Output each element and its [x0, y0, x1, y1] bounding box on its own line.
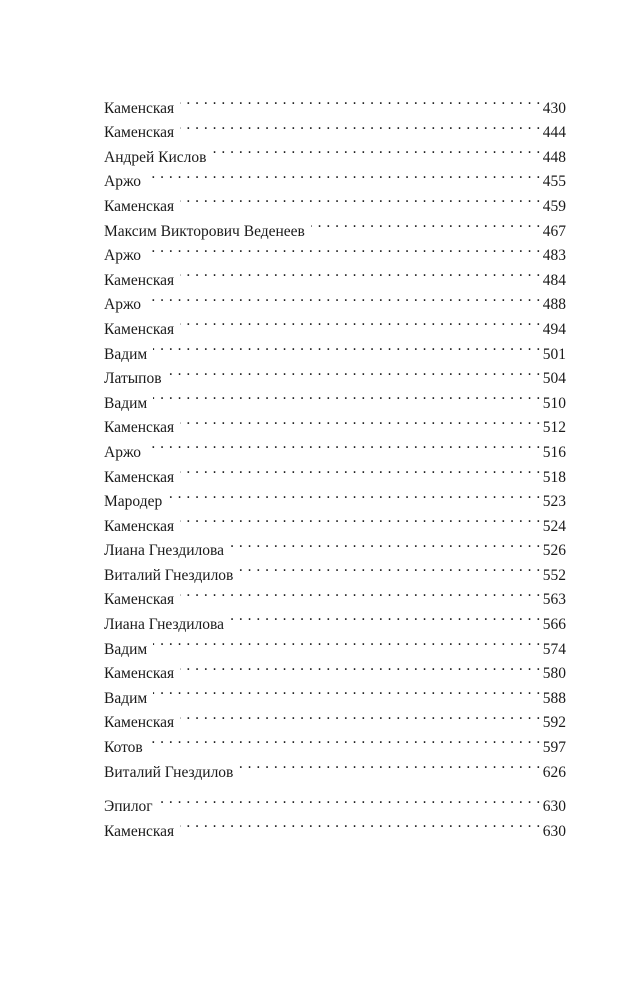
dot-leader	[168, 482, 541, 507]
dot-leader	[180, 88, 541, 113]
toc-entry-title: Каменская	[104, 197, 175, 215]
toc-entry[interactable]	[104, 260, 566, 289]
toc-entry-title: Котов	[104, 739, 143, 757]
toc-entry-page: 467	[542, 222, 566, 240]
toc-entry-page: 626	[542, 763, 566, 781]
dot-leader	[153, 629, 541, 654]
toc-entry-title: Лиана Гнездилова	[104, 616, 224, 634]
toc-entry-title: Каменская	[104, 124, 175, 142]
toc-entry-page: 494	[542, 320, 566, 338]
toc-entry-title: Аржо	[104, 296, 142, 314]
toc-entry[interactable]	[104, 457, 566, 486]
toc-entry-title: Каменская	[104, 822, 175, 840]
toc-entry[interactable]	[104, 334, 566, 363]
dot-leader	[153, 334, 541, 359]
toc-entry-page: 455	[542, 173, 566, 191]
toc-entry-page: 630	[542, 822, 566, 840]
toc-entry-title: Вадим	[104, 689, 148, 707]
toc-entry[interactable]	[104, 383, 566, 412]
toc-entry-title: Каменская	[104, 320, 175, 338]
dot-leader	[147, 162, 541, 187]
dot-leader	[180, 811, 541, 836]
toc-entry[interactable]	[104, 408, 566, 437]
toc-entry-page: 512	[542, 419, 566, 437]
toc-entry-page: 524	[542, 517, 566, 535]
toc-entry[interactable]	[104, 162, 566, 191]
dot-leader	[180, 703, 541, 728]
toc-entry-title: Виталий Гнездилов	[104, 763, 234, 781]
toc-entry-page: 484	[542, 271, 566, 289]
toc-entry[interactable]	[104, 506, 566, 535]
dot-leader	[230, 604, 541, 629]
toc-entry-title: Виталий Гнездилов	[104, 566, 234, 584]
dot-leader	[147, 236, 541, 261]
toc-entry-page: 588	[542, 689, 566, 707]
dot-leader	[180, 260, 541, 285]
toc-entry-title: Каменская	[104, 419, 175, 437]
toc-entry-page: 592	[542, 714, 566, 732]
dot-leader	[149, 727, 541, 752]
toc-entry-page: 501	[542, 345, 566, 363]
toc-entry-page: 518	[542, 468, 566, 486]
toc-entry[interactable]	[104, 678, 566, 707]
toc-entry[interactable]	[104, 236, 566, 265]
dot-leader	[153, 678, 541, 703]
dot-leader	[180, 654, 541, 679]
toc-entry[interactable]	[104, 482, 566, 511]
toc-entry-page: 516	[542, 443, 566, 461]
toc-entry-title: Вадим	[104, 394, 148, 412]
table-of-contents	[104, 88, 566, 840]
toc-entry[interactable]	[104, 703, 566, 732]
toc-entry-page: 580	[542, 665, 566, 683]
toc-entry-page: 510	[542, 394, 566, 412]
toc-entry-page: 430	[542, 99, 566, 117]
dot-leader	[239, 555, 540, 580]
toc-entry-page: 444	[542, 124, 566, 142]
toc-entry-title: Каменская	[104, 591, 175, 609]
toc-entry-title: Мародер	[104, 493, 163, 511]
toc-entry[interactable]	[104, 811, 566, 840]
dot-leader	[168, 359, 541, 384]
toc-entry-page: 504	[542, 370, 566, 388]
toc-entry[interactable]	[104, 629, 566, 658]
dot-leader	[147, 432, 541, 457]
dot-leader	[180, 457, 541, 482]
toc-entry[interactable]	[104, 186, 566, 215]
toc-entry[interactable]	[104, 432, 566, 461]
dot-leader	[180, 113, 541, 138]
toc-entry-page: 523	[542, 493, 566, 511]
dot-leader	[180, 580, 541, 605]
toc-entry[interactable]	[104, 285, 566, 314]
dot-leader	[213, 137, 541, 162]
toc-entry-title: Каменская	[104, 468, 175, 486]
dot-leader	[153, 383, 541, 408]
toc-entry-title: Вадим	[104, 345, 148, 363]
dot-leader	[230, 531, 541, 556]
toc-entry-page: 448	[542, 148, 566, 166]
toc-entry-page: 597	[542, 739, 566, 757]
toc-entry-title: Вадим	[104, 640, 148, 658]
toc-entry-title: Аржо	[104, 173, 142, 191]
dot-leader	[180, 186, 541, 211]
toc-entry-page: 459	[542, 197, 566, 215]
dot-leader	[180, 506, 541, 531]
toc-entry-title: Лиана Гнездилова	[104, 542, 224, 560]
toc-entry-title: Каменская	[104, 99, 175, 117]
dot-leader	[159, 787, 541, 812]
toc-entry-page: 526	[542, 542, 566, 560]
toc-entry-title: Аржо	[104, 247, 142, 265]
toc-entry-page: 566	[542, 616, 566, 634]
toc-entry-title: Латыпов	[104, 370, 162, 388]
toc-entry[interactable]	[104, 309, 566, 338]
toc-entry-page: 563	[542, 591, 566, 609]
toc-entry-title: Каменская	[104, 271, 175, 289]
dot-leader	[147, 285, 541, 310]
toc-entry-title: Максим Викторович Веденеев	[104, 222, 305, 240]
toc-entry-page: 488	[542, 296, 566, 314]
toc-entry-title: Каменская	[104, 714, 175, 732]
toc-entry[interactable]	[104, 654, 566, 683]
dot-leader	[239, 752, 540, 777]
toc-entry-title: Каменская	[104, 665, 175, 683]
dot-leader	[311, 211, 541, 236]
toc-entry-page: 630	[542, 798, 566, 816]
dot-leader	[180, 309, 541, 334]
toc-entry[interactable]	[104, 752, 566, 781]
toc-entry[interactable]	[104, 359, 566, 388]
toc-entry-page: 552	[542, 566, 566, 584]
toc-entry-epilogue[interactable]	[104, 787, 566, 816]
toc-entry-title: Андрей Кислов	[104, 148, 207, 166]
toc-entry-page: 574	[542, 640, 566, 658]
toc-entry-page: 483	[542, 247, 566, 265]
toc-entry-title: Эпилог	[104, 798, 153, 816]
dot-leader	[180, 408, 541, 433]
toc-entry[interactable]	[104, 88, 566, 117]
toc-entry-title: Аржо	[104, 443, 142, 461]
toc-entry-title: Каменская	[104, 517, 175, 535]
toc-entry[interactable]	[104, 727, 566, 757]
